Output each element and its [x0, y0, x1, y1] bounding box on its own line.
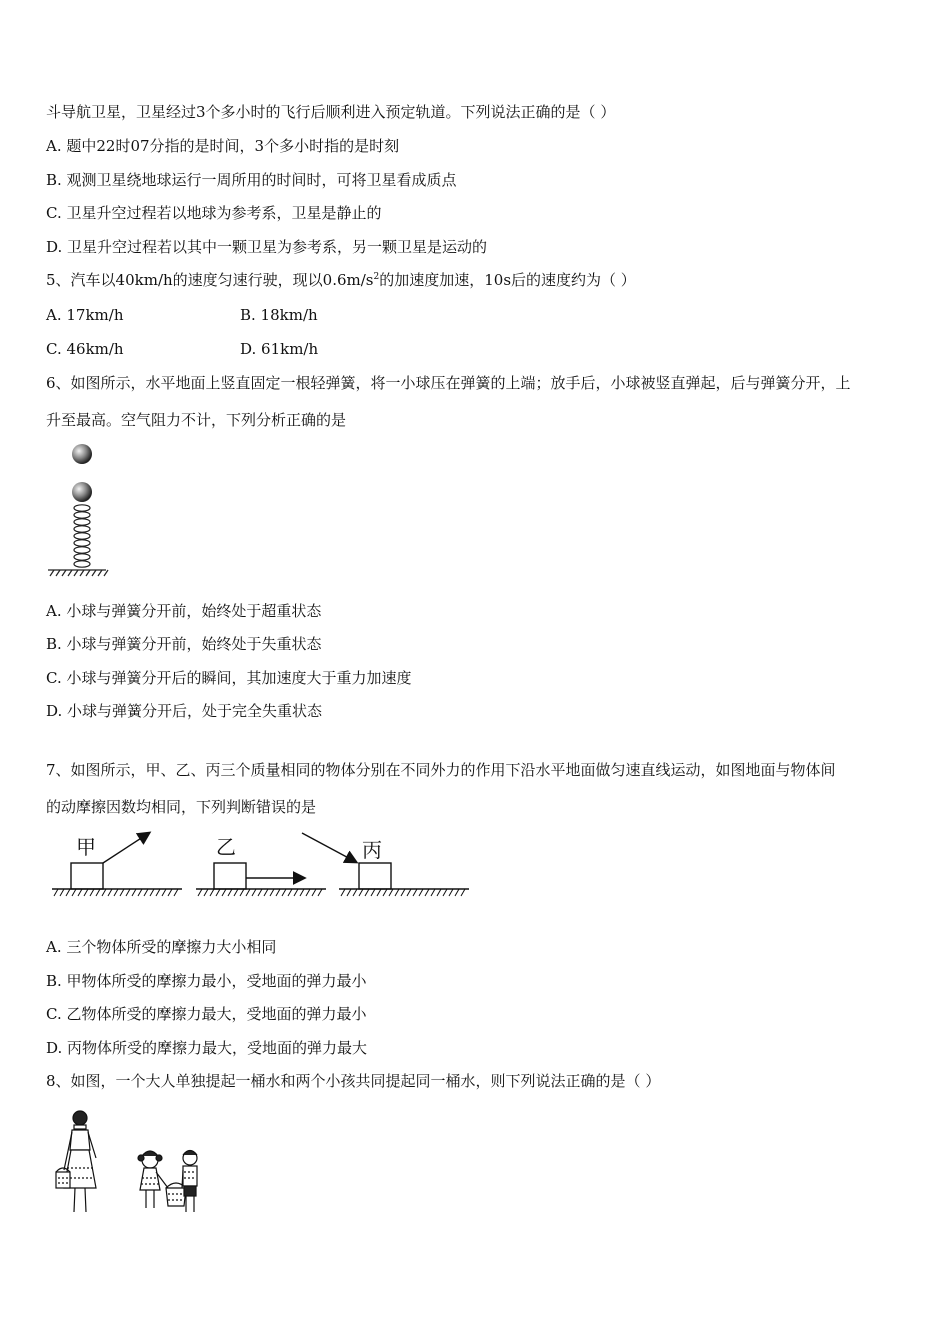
q7-option-c: C. 乙物体所受的摩擦力最大，受地面的弹力最小 [46, 1005, 367, 1023]
q5-stem-part1: 5、汽车以40km/h的速度匀速行驶，现以0.6m/s [46, 271, 374, 289]
spring-icon [74, 505, 90, 567]
q7-stem-line1: 7、如图所示，甲、乙、丙三个质量相同的物体分别在不同外力的作用下沿水平地面做匀速直线运动，如图地面与物体间 [46, 761, 836, 779]
q4-option-d: D. 卫星升空过程若以其中一颗卫星为参考系，另一颗卫星是运动的 [46, 238, 488, 256]
ground-hatch-bing-icon [341, 889, 465, 896]
ball-on-spring-icon [72, 482, 92, 502]
force-arrow-jia-icon [103, 833, 149, 863]
ground-hatch-jia-icon [54, 889, 178, 896]
q4-option-c: C. 卫星升空过程若以地球为参考系，卫星是静止的 [46, 204, 382, 222]
q6-option-a: A. 小球与弹簧分开前，始终处于超重状态 [46, 602, 322, 620]
q5-option-c: C. 46km/h [46, 340, 124, 358]
q5-option-a: A. 17km/h [46, 306, 124, 324]
block-jia [52, 833, 182, 896]
q5-stem [46, 270, 636, 290]
ground-hatch-icon [48, 570, 108, 576]
q7-option-d: D. 丙物体所受的摩擦力最大，受地面的弹力最大 [46, 1039, 368, 1057]
label-yi: 乙 [216, 835, 236, 859]
adult-figure-icon [56, 1111, 96, 1212]
q6-option-c: C. 小球与弹簧分开后的瞬间，其加速度大于重力加速度 [46, 669, 412, 687]
q7-stem-line2: 的动摩擦因数均相同，下列判断错误的是 [46, 798, 317, 816]
q6-spring-ball-figure [40, 436, 120, 581]
girl-figure-icon [138, 1151, 168, 1208]
q6-stem-line2: 升至最高。空气阻力不计，下列分析正确的是 [46, 411, 347, 429]
q7-blocks-figure [46, 826, 476, 910]
q7-option-b: B. 甲物体所受的摩擦力最小，受地面的弹力最小 [46, 972, 367, 990]
q5-option-b: B. 18km/h [240, 306, 318, 324]
block-yi [196, 835, 326, 896]
q4-option-a: A. 题中22时07分指的是时间，3个多小时指的是时刻 [46, 137, 400, 155]
block-bing [302, 833, 469, 896]
label-jia: 甲 [76, 835, 96, 859]
q5-option-d: D. 61km/h [240, 340, 319, 358]
ball-top-icon [72, 444, 92, 464]
q6-option-d: D. 小球与弹簧分开后，处于完全失重状态 [46, 702, 323, 720]
q8-stem: 8、如图，一个大人单独提起一桶水和两个小孩共同提起同一桶水，则下列说法正确的是（ ） [46, 1072, 661, 1090]
label-bing: 丙 [362, 838, 382, 862]
q5-stem-part2: 的加速度加速，10s后的速度约为（ ） [379, 271, 636, 289]
q7-option-a: A. 三个物体所受的摩擦力大小相同 [46, 938, 277, 956]
force-arrow-bing-icon [302, 833, 356, 862]
q4-stem-tail: 斗导航卫星，卫星经过3个多小时的飞行后顺利进入预定轨道。下列说法正确的是（ ） [46, 103, 616, 121]
q4-option-b: B. 观测卫星绕地球运行一周所用的时间时，可将卫星看成质点 [46, 171, 457, 189]
q5-stem-superscript: 2 [373, 272, 380, 282]
q8-people-carrying-bucket-figure [50, 1108, 200, 1220]
q6-stem-line1: 6、如图所示，水平地面上竖直固定一根轻弹簧，将一小球压在弹簧的上端；放手后，小球被竖直弹起，后与弹簧分开，上 [46, 374, 851, 392]
q6-option-b: B. 小球与弹簧分开前，始终处于失重状态 [46, 635, 322, 653]
ground-hatch-yi-icon [198, 889, 322, 896]
